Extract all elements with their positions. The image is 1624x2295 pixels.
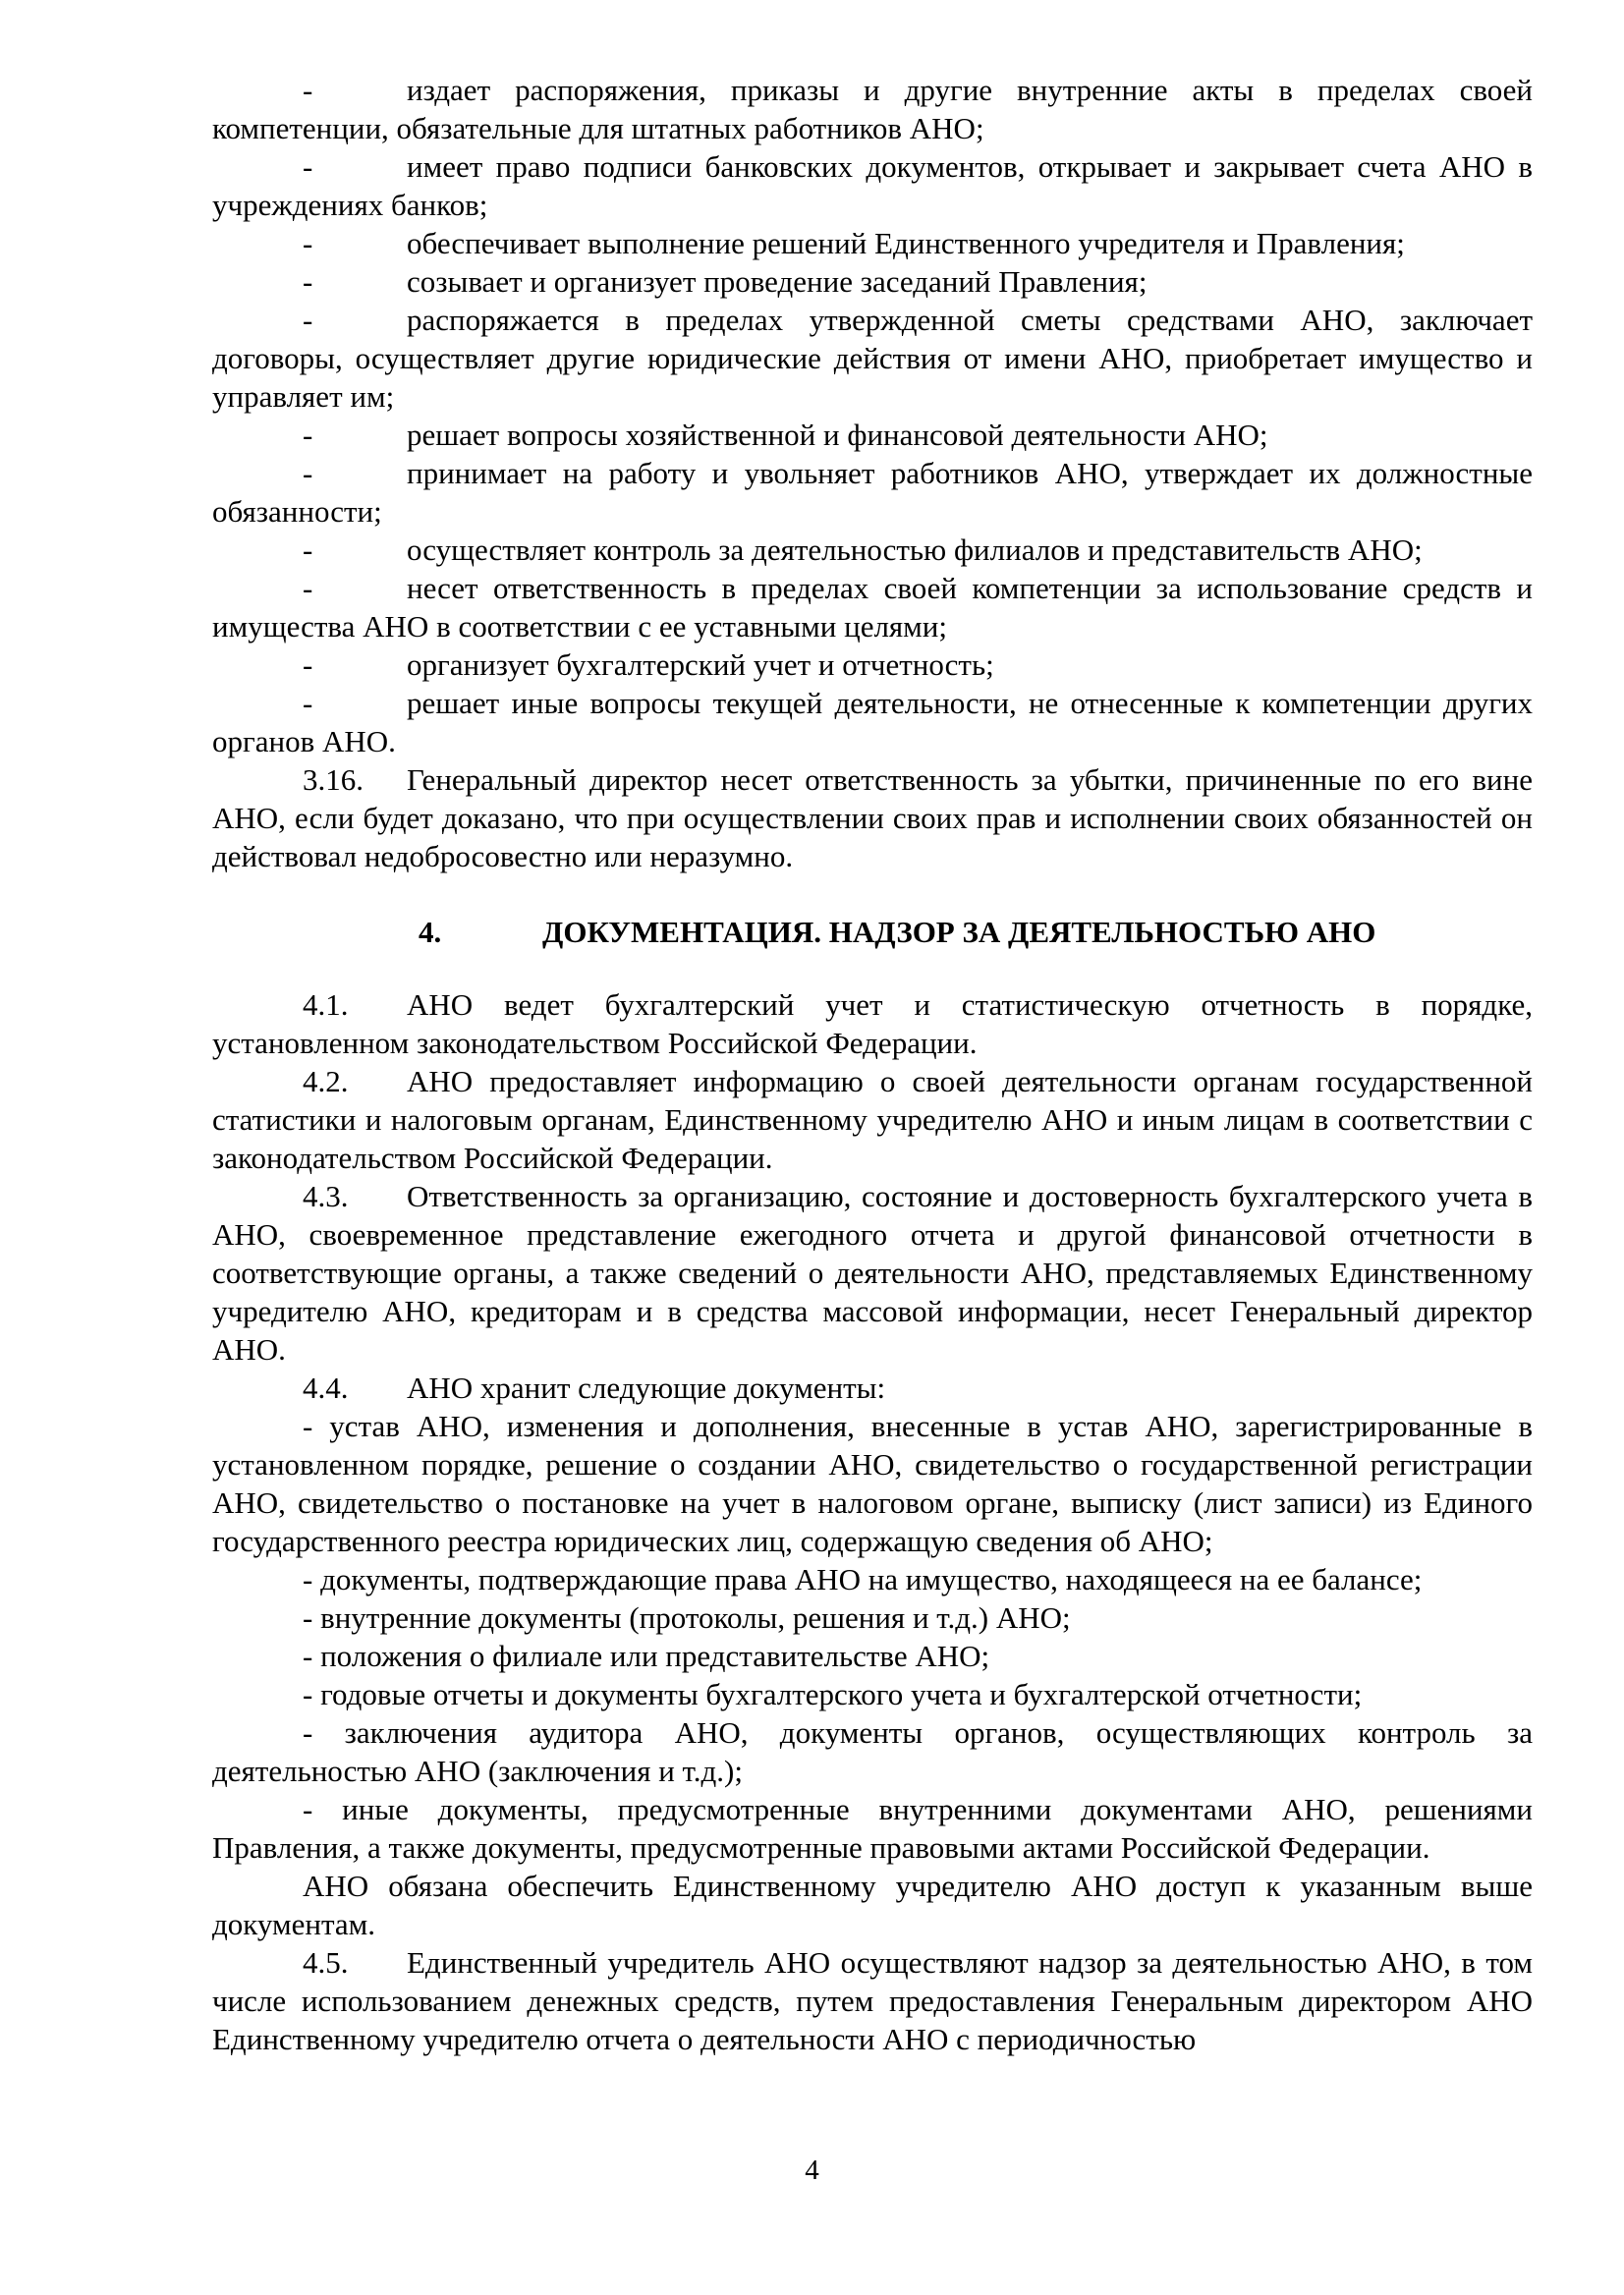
list-item: - распоряжается в пределах утвержденной сметы средствами АНО, заключает договоры, осуществляет другие юридические действия от имени АНО, приобретает имущество и управляет им; <box>212 303 1533 414</box>
clause-4-4: 4.4. АНО хранит следующие документы: <box>303 1371 886 1405</box>
clause-3-16: 3.16. Генеральный директор несет ответственность за убытки, причиненные по его вине АНО, если будет доказано, что при осуществлении своих прав и исполнении своих обязанностей он действовал недобросовестно или неразумно. <box>212 762 1533 873</box>
list-item: - созывает и организует проведение заседаний Правления; <box>303 264 1148 299</box>
list-item: - решает вопросы хозяйственной и финансовой деятельности АНО; <box>303 418 1268 452</box>
list-item: - осуществляет контроль за деятельностью филиалов и представительств АНО; <box>303 532 1423 567</box>
section-number: 4. <box>419 915 442 949</box>
list-item: - иные документы, предусмотренные внутренними документами АНО, решениями Правления, а также документы, предусмотренные правовыми актами Российской Федерации. <box>212 1792 1533 1865</box>
clause-4-3: 4.3. Ответственность за организацию, состояние и достоверность бухгалтерского учета в АНО, своевременное представление ежегодного отчета и другой финансовой отчетности в соответствующие органы, а также сведений о деятельности АНО, представляемых Единственному учредителю АНО, кредиторам и в средства массовой информации, несет Генеральный директор АНО. <box>212 1179 1533 1367</box>
access-paragraph: АНО обязана обеспечить Единственному учредителю АНО доступ к указанным выше документам. <box>212 1869 1533 1941</box>
clause-4-5: 4.5. Единственный учредитель АНО осуществляют надзор за деятельностью АНО, в том числе использованием денежных средств, путем предоставления Генеральным директором АНО Единственному учредителю отчета о деятельности АНО с периодичностью <box>212 1945 1533 2056</box>
page-body <box>212 71 1533 2058</box>
list-item: - несет ответственность в пределах своей компетенции за использование средств и имущества АНО в соответствии с ее уставными целями; <box>212 571 1533 644</box>
clause-4-2: 4.2. АНО предоставляет информацию о своей деятельности органам государственной статистики и налоговым органам, Единственному учредителю АНО и иным лицам в соответствии с законодательством Российской Федерации. <box>212 1064 1533 1175</box>
list-item: - решает иные вопросы текущей деятельности, не отнесенные к компетенции других органов АНО. <box>212 686 1533 758</box>
list-item: - заключения аудитора АНО, документы органов, осуществляющих контроль за деятельностью АНО (заключения и т.д.); <box>212 1715 1533 1788</box>
page-number: 4 <box>805 2155 819 2186</box>
director-duties-list <box>212 71 1533 760</box>
list-item: - имеет право подписи банковских документов, открывает и закрывает счета АНО в учреждениях банков; <box>212 149 1533 222</box>
clause-4-1: 4.1. АНО ведет бухгалтерский учет и статистическую отчетность в порядке, установленном законодательством Российской Федерации. <box>212 987 1533 1060</box>
section-heading <box>212 913 1533 952</box>
list-item: - устав АНО, изменения и дополнения, внесенные в устав АНО, зарегистрированные в установленном порядке, решение о создании АНО, свидетельство о государственной регистрации АНО, свидетельство о постановке на учет в налоговом органе, выписку (лист записи) из Единого государственного реестра юридических лиц, содержащую сведения об АНО; <box>212 1409 1533 1558</box>
list-item: - документы, подтверждающие права АНО на имущество, находящееся на ее балансе; <box>303 1562 1423 1596</box>
list-item: - положения о филиале или представительстве АНО; <box>303 1639 990 1673</box>
section-title: ДОКУМЕНТАЦИЯ. НАДЗОР ЗА ДЕЯТЕЛЬНОСТЬЮ АНО <box>542 915 1376 949</box>
list-item: - обеспечивает выполнение решений Единственного учредителя и Правления; <box>303 226 1405 260</box>
list-item: - принимает на работу и увольняет работников АНО, утверждает их должностные обязанности; <box>212 456 1533 529</box>
list-item: - организует бухгалтерский учет и отчетность; <box>303 647 994 682</box>
list-item: - издает распоряжения, приказы и другие внутренние акты в пределах своей компетенции, обязательные для штатных работников АНО; <box>212 73 1533 145</box>
list-item: - годовые отчеты и документы бухгалтерского учета и бухгалтерской отчетности; <box>303 1677 1363 1711</box>
list-item: - внутренние документы (протоколы, решения и т.д.) АНО; <box>303 1600 1071 1635</box>
documents-list <box>212 1407 1533 1867</box>
